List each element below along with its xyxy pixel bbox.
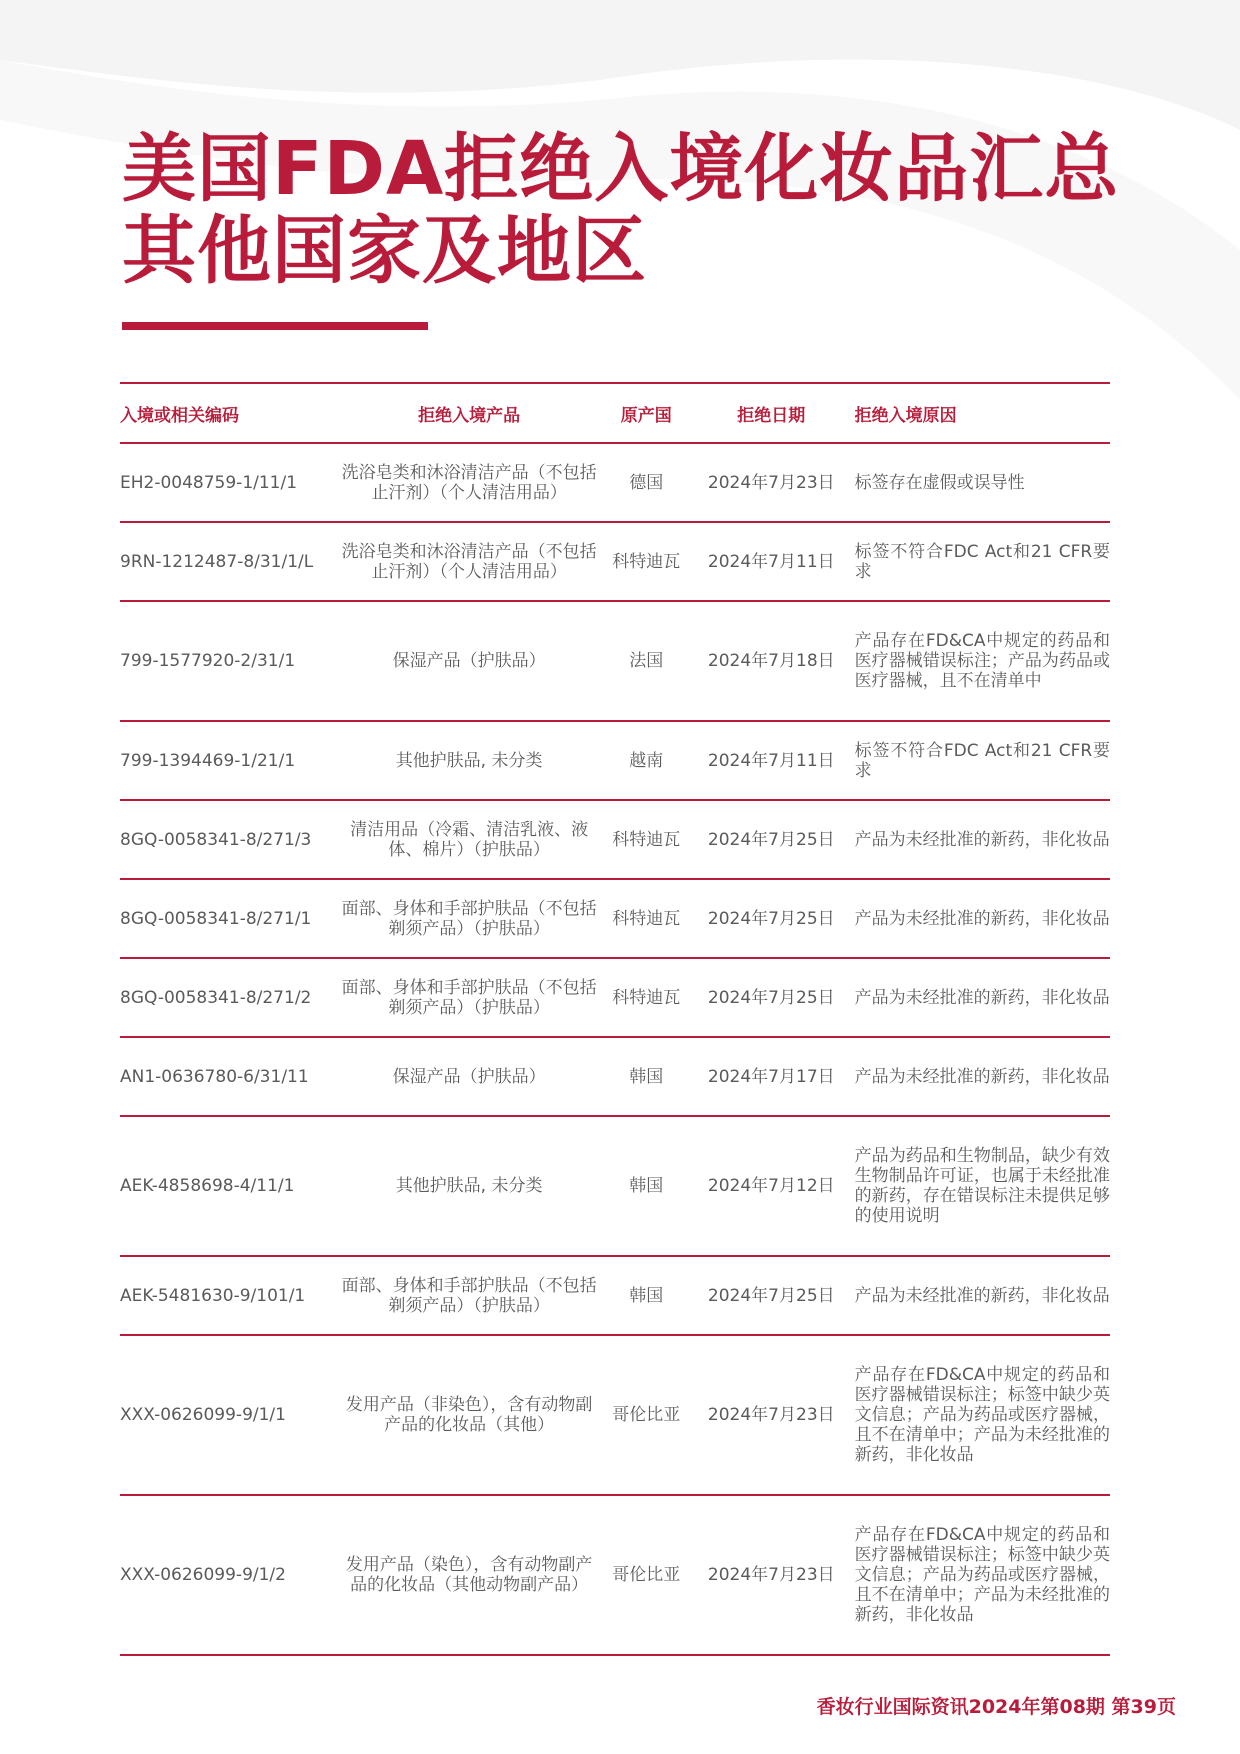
- cell-country: 韩国: [629, 1066, 664, 1087]
- cell-date: 2024年7月23日: [707, 1405, 835, 1425]
- table-row: [120, 1335, 1110, 1495]
- cell-reason: 产品存在FD&CA中规定的药品和医疗器械错误标注；标签中缺少英文信息；产品为药品或医疗器械，且不在清单中；产品为未经批准的新药，非化妆品: [854, 1525, 1110, 1625]
- header-code: 入境或相关编码: [120, 405, 239, 426]
- table-row: [120, 601, 1110, 721]
- cell-country: 韩国: [629, 1285, 664, 1306]
- table-row: [120, 958, 1110, 1037]
- cell-date: 2024年7月11日: [707, 750, 835, 771]
- cell-code: 799-1577920-2/31/1: [120, 651, 296, 671]
- cell-date: 2024年7月25日: [707, 908, 835, 929]
- table-row: [120, 1037, 1110, 1116]
- cell-country: 哥伦比亚: [612, 1565, 681, 1585]
- cell-date: 2024年7月12日: [707, 1176, 835, 1196]
- cell-country: 法国: [629, 651, 664, 671]
- cell-reason: 产品存在FD&CA中规定的药品和医疗器械错误标注；标签中缺少英文信息；产品为药品或医疗器械，且不在清单中；产品为未经批准的新药，非化妆品: [854, 1365, 1110, 1465]
- cell-product: 保湿产品（护肤品）: [392, 651, 546, 671]
- table-row: [120, 522, 1110, 601]
- cell-code: 799-1394469-1/21/1: [120, 750, 296, 771]
- cell-product: 洗浴皂类和沐浴清洁产品（不包括止汗剂）（个人清洁用品）: [341, 462, 597, 503]
- table-row: [120, 1256, 1110, 1335]
- cell-code: AEK-5481630-9/101/1: [120, 1285, 306, 1306]
- cell-product: 面部、身体和手部护肤品（不包括剃须产品）（护肤品）: [341, 1275, 597, 1316]
- cell-reason: 标签不符合FDC Act和21 CFR要求: [854, 541, 1110, 582]
- cell-reason: 标签不符合FDC Act和21 CFR要求: [854, 740, 1110, 781]
- cell-reason: 产品为药品和生物制品，缺少有效生物制品许可证，也属于未经批准的新药，存在错误标注未提供足够的使用说明: [854, 1146, 1110, 1226]
- cell-product: 清洁用品（冷霜、清洁乳液、液体、棉片）（护肤品）: [350, 819, 589, 860]
- cell-code: 8GQ-0058341-8/271/2: [120, 987, 312, 1008]
- table-row: [120, 879, 1110, 958]
- cell-product: 其他护肤品, 未分类: [395, 750, 543, 771]
- cell-code: EH2-0048759-1/11/1: [120, 472, 298, 493]
- cell-product: 洗浴皂类和沐浴清洁产品（不包括止汗剂）（个人清洁用品）: [341, 541, 597, 582]
- cell-product: 面部、身体和手部护肤品（不包括剃须产品）（护肤品）: [341, 977, 597, 1018]
- cell-date: 2024年7月23日: [707, 1565, 835, 1585]
- cell-date: 2024年7月25日: [707, 987, 835, 1008]
- table-header-row: [120, 383, 1110, 443]
- cell-country: 科特迪瓦: [612, 908, 681, 929]
- cell-reason: 产品为未经批准的新药，非化妆品: [854, 1285, 1110, 1306]
- table-row: [120, 443, 1110, 522]
- cell-date: 2024年7月23日: [707, 472, 835, 493]
- cell-product: 发用产品（非染色），含有动物副产品的化妆品（其他）: [345, 1395, 593, 1435]
- cell-reason: 产品为未经批准的新药，非化妆品: [854, 908, 1110, 929]
- table-row: [120, 800, 1110, 879]
- cell-date: 2024年7月11日: [707, 551, 835, 572]
- cell-reason: 产品存在FD&CA中规定的药品和医疗器械错误标注；产品为药品或医疗器械，且不在清单中: [854, 631, 1110, 691]
- cell-product: 其他护肤品, 未分类: [395, 1176, 543, 1196]
- cell-country: 科特迪瓦: [612, 829, 681, 850]
- cell-product: 保湿产品（护肤品）: [392, 1066, 546, 1087]
- cell-date: 2024年7月25日: [707, 1285, 835, 1306]
- page-title-line-1: 美国FDA拒绝入境化妆品汇总: [122, 126, 1120, 212]
- cell-country: 科特迪瓦: [612, 551, 681, 572]
- cell-code: 8GQ-0058341-8/271/1: [120, 908, 312, 929]
- page-title: [122, 128, 1119, 292]
- title-underline: [122, 322, 428, 330]
- cell-date: 2024年7月25日: [707, 829, 835, 850]
- header-reason: 拒绝入境原因: [854, 405, 957, 426]
- cell-code: XXX-0626099-9/1/1: [120, 1405, 286, 1425]
- table-row: [120, 721, 1110, 800]
- cell-code: AN1-0636780-6/31/11: [120, 1066, 309, 1087]
- cell-code: 8GQ-0058341-8/271/3: [120, 829, 312, 850]
- cell-country: 哥伦比亚: [612, 1405, 681, 1425]
- cell-date: 2024年7月17日: [707, 1066, 835, 1087]
- cell-country: 德国: [629, 472, 664, 493]
- cell-country: 越南: [629, 750, 664, 771]
- page-footer: 香妆行业国际资讯2024年第08期 第39页: [816, 1696, 1176, 1718]
- cell-reason: 产品为未经批准的新药，非化妆品: [854, 1066, 1110, 1087]
- cell-code: 9RN-1212487-8/31/1/L: [120, 551, 314, 572]
- cell-country: 科特迪瓦: [612, 987, 681, 1008]
- cell-code: AEK-4858698-4/11/1: [120, 1176, 295, 1196]
- cell-reason: 标签存在虚假或误导性: [854, 472, 1025, 493]
- cell-reason: 产品为未经批准的新药，非化妆品: [854, 829, 1110, 850]
- cell-product: 发用产品（染色），含有动物副产品的化妆品（其他动物副产品）: [345, 1555, 593, 1595]
- rejection-table: [120, 382, 1110, 1656]
- cell-product: 面部、身体和手部护肤品（不包括剃须产品）（护肤品）: [341, 898, 597, 939]
- table-row: [120, 1495, 1110, 1655]
- table-row: [120, 1116, 1110, 1256]
- cell-code: XXX-0626099-9/1/2: [120, 1565, 286, 1585]
- cell-date: 2024年7月18日: [707, 651, 835, 671]
- cell-country: 韩国: [629, 1176, 664, 1196]
- header-date: 拒绝日期: [737, 405, 806, 426]
- header-country: 原产国: [620, 405, 672, 426]
- header-product: 拒绝入境产品: [418, 405, 521, 426]
- page-title-line-2: 其他国家及地区: [122, 208, 647, 294]
- cell-reason: 产品为未经批准的新药，非化妆品: [854, 987, 1110, 1008]
